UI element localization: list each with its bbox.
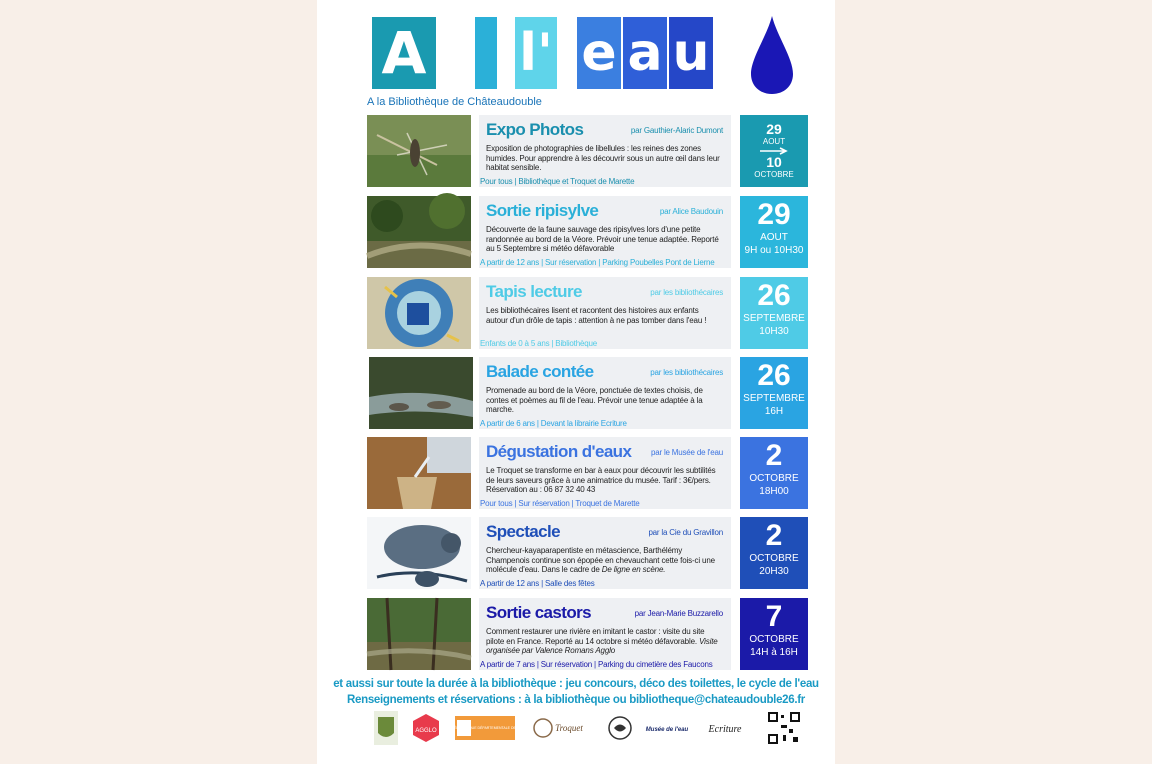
beaver-illustration — [367, 517, 471, 589]
event-date — [740, 196, 808, 268]
qr-code — [767, 710, 801, 746]
description-italic: De ligne en scène. — [601, 565, 666, 575]
water-drop-icon — [749, 14, 795, 96]
event-card — [479, 517, 731, 589]
title-tile-u: u — [669, 17, 713, 89]
reading-rug-photo — [367, 277, 471, 349]
musee-logo-text: Musée de l'eau — [645, 727, 689, 733]
event-author: par la Cie du Gravillon — [648, 528, 723, 537]
date-day: 2 — [765, 519, 783, 552]
event-row — [367, 517, 809, 591]
event-row — [367, 437, 809, 511]
title-tile-a: A — [372, 17, 436, 89]
le-troquet-de-marette-logo — [531, 710, 591, 746]
event-card — [479, 437, 731, 509]
event-info: A partir de 7 ans | Sur réservation | Parking du cimetière des Faucons — [480, 660, 713, 669]
date-month: AOUT — [762, 137, 786, 146]
date-time: 14H à 16H — [750, 647, 798, 658]
date-time: 18H00 — [759, 486, 789, 497]
event-info: Pour tous | Sur réservation | Troquet de Marette — [480, 499, 640, 508]
date-day: 29 — [766, 121, 782, 137]
description-text: Comment restaurer une rivière en imitant le castor : visite du site pilote en France. Reporté au 14 octobre si météo défavorable. — [486, 627, 705, 646]
event-info: Enfants de 0 à 5 ans | Bibliothèque — [480, 339, 597, 348]
agglo-logo-text: AGGLO — [415, 728, 437, 734]
event-author: par les bibliothécaires — [650, 368, 723, 377]
date-time: 10H30 — [759, 326, 789, 337]
title-tile-l — [475, 17, 497, 89]
valence-romans-agglo-logo — [411, 710, 441, 746]
event-author: par le Musée de l'eau — [650, 448, 723, 457]
event-title: Sortie ripisylve — [486, 201, 599, 220]
event-card — [479, 357, 731, 429]
event-title: Spectacle — [486, 522, 560, 541]
event-description: Le Troquet se transforme en bar à eaux pour découvrir les subtilités de leurs saveurs grâce à une animatrice du musée. Tarif : 3€/pers. Réservation au : 06 87 32 40 43 — [486, 466, 716, 495]
date-day-end: 10 — [766, 154, 782, 170]
date-day: 2 — [765, 439, 783, 472]
partner-logos — [373, 710, 803, 750]
title-tile-apostrophe: l' — [515, 17, 557, 89]
event-row — [367, 357, 809, 431]
event-row — [367, 277, 809, 351]
date-time: 20H30 — [759, 566, 789, 577]
river-forest-photo — [367, 598, 471, 670]
event-description: Exposition de photographies de libellules : les reines des zones humides. Pour apprendre à les découvrir sous un autre œil dans leur habitat sensible. — [486, 144, 720, 173]
event-card — [479, 115, 731, 187]
event-description — [486, 627, 722, 656]
date-time: 9H ou 10H30 — [744, 245, 804, 256]
troquet-logo-text: Troquet — [555, 723, 583, 733]
event-author: par Jean-Marie Buzzarello — [634, 609, 723, 618]
event-author: par Gauthier-Alaric Dumont — [630, 126, 723, 135]
event-description: Promenade au bord de la Véore, ponctuée de textes choisis, de contes et poèmes au fil de l'eau. Prévoir une tenue adaptée à la marche. — [486, 386, 703, 415]
description-italic: Visite organisée par Valence Romans Agglo — [486, 636, 718, 656]
poster — [317, 0, 835, 764]
date-time: 16H — [764, 406, 784, 417]
date-day: 26 — [757, 359, 791, 392]
description-text: Chercheur-kayaparapentiste en métascience, Barthélémy Champenois continue son épopée en chevauchant cette fois-ci une molécule d'eau. Dans le cadre de — [486, 546, 715, 575]
water-glass-photo — [367, 437, 471, 509]
event-title: Balade contée — [486, 362, 594, 381]
dragonfly-photo — [367, 115, 471, 187]
footer-note: et aussi sur toute la durée à la bibliothèque : jeu concours, déco des toilettes, le cycle de l'eau — [333, 678, 819, 690]
date-month: OCTOBRE — [749, 473, 799, 484]
mediatheque-departementale-logo — [451, 710, 535, 746]
date-month: AOUT — [760, 232, 788, 243]
stream-photo — [369, 357, 473, 429]
event-title: Expo Photos — [486, 120, 584, 139]
ecriture-logo-text: Ecriture — [708, 724, 742, 735]
footer-contact: Renseignements et réservations : à la bibliothèque ou bibliotheque@chateaudouble26.fr — [347, 694, 805, 706]
event-row — [367, 196, 809, 270]
event-info: A partir de 12 ans | Sur réservation | Parking Poubelles Pont de Lierne — [480, 258, 715, 267]
date-day: 26 — [757, 279, 791, 312]
emblem-logo — [605, 710, 635, 746]
event-date — [740, 598, 808, 670]
event-card — [479, 196, 731, 268]
event-description: Découverte de la faune sauvage des ripisylves lors d'une petite randonnée au bord de la Véore. Prévoir une tenue adaptée. Reporté au 5 Septembre si météo défavorable — [486, 225, 719, 254]
event-title: Dégustation d'eaux — [486, 442, 632, 461]
event-description — [486, 546, 722, 575]
event-date — [740, 357, 808, 429]
date-day: 29 — [757, 198, 791, 231]
date-month: OCTOBRE — [749, 634, 799, 645]
riverbank-forest-photo — [367, 196, 471, 268]
date-month: OCTOBRE — [749, 553, 799, 564]
event-row — [367, 598, 809, 672]
mediatheque-logo-text: MÉDIATHÈQUE DÉPARTEMENTALE DE LA DRÔME — [451, 726, 535, 730]
mairie-logo — [373, 710, 399, 746]
event-card — [479, 277, 731, 349]
event-date — [740, 517, 808, 589]
subtitle: A la Bibliothèque de Châteaudouble — [367, 96, 542, 108]
event-info: A partir de 6 ans | Devant la librairie Ecriture — [480, 419, 627, 428]
title-tile-a2: a — [623, 17, 667, 89]
date-month: SEPTEMBRE — [743, 313, 805, 324]
event-date — [740, 277, 808, 349]
title-tile-e: e — [577, 17, 621, 89]
event-date — [740, 115, 808, 187]
event-row — [367, 115, 809, 189]
event-description: Les bibliothécaires lisent et racontent des histoires aux enfants autour d'un drôle de tapis : attention à ne pas tomber dans l'eau ! — [486, 306, 707, 325]
ecriture-logo — [697, 710, 753, 746]
event-author: par Alice Baudouin — [659, 207, 723, 216]
poster-title — [369, 12, 719, 92]
event-title: Tapis lecture — [486, 282, 582, 301]
musee-de-l-eau-logo — [647, 710, 687, 746]
event-info: Pour tous | Bibliothèque et Troquet de Marette — [480, 177, 635, 186]
event-author: par les bibliothécaires — [650, 288, 723, 297]
date-month: SEPTEMBRE — [743, 393, 805, 404]
event-card — [479, 598, 731, 670]
date-day: 7 — [765, 600, 783, 633]
date-month-end: OCTOBRE — [754, 170, 794, 179]
event-date — [740, 437, 808, 509]
event-info: A partir de 12 ans | Salle des fêtes — [480, 579, 595, 588]
event-title: Sortie castors — [486, 603, 591, 622]
